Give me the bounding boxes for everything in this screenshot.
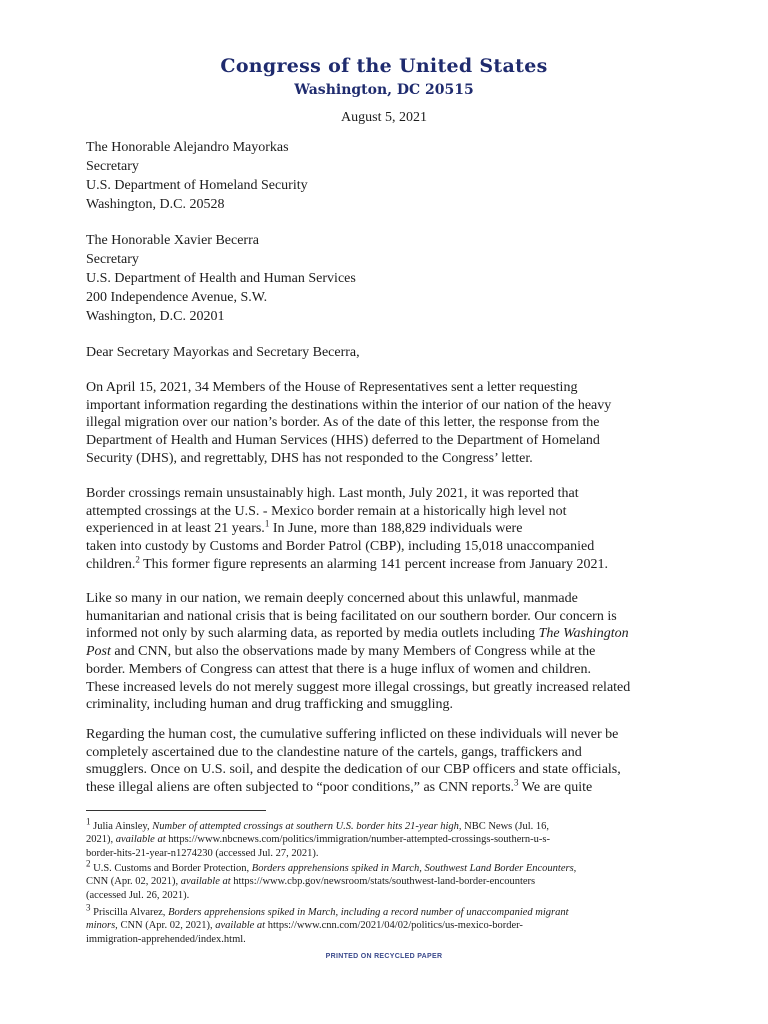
footnote-ref: 3 [514,777,519,788]
paragraph-line: attempted crossings at the U.S. - Mexico border remain at a historically high level not [86,503,567,519]
text-run: 2021), [86,834,116,846]
text-run: Priscilla Alvarez, [90,907,169,918]
letterhead-title: Congress of the United States [220,55,548,77]
footnote-line [86,902,686,919]
publication-name: Post [86,644,111,660]
text-run: experienced in at least 21 years. [86,521,265,537]
letter-date: August 5, 2021 [341,110,427,125]
footnote-line [86,816,686,833]
paragraph-line: These increased levels do not merely suggest more illegal crossings, but greatly increased related [86,679,631,695]
footnote-line: immigration-apprehended/index.html. [86,933,246,945]
paragraph-line: Like so many in our nation, we remain deeply concerned about this unlawful, manmade [86,591,578,606]
recycled-paper-notice: PRINTED ON RECYCLED PAPER [325,953,443,960]
text-run: This former figure represents an alarming 141 percent increase from January 2021. [139,556,609,572]
citation-title: Borders apprehensions spiked in March, Southwest Land Border Encounters, [251,863,577,874]
text-run: We are quite [518,780,593,796]
recipient-title: Secretary [86,159,139,174]
paragraph-line: smugglers. Once on U.S. soil, and despite the dedication of our CBP officers and state officials, [86,762,621,778]
footnote-3 [86,902,686,946]
paragraph-4 [86,726,686,797]
footnote-number: 2 [86,858,91,869]
paragraph-line: important information regarding the destinations within the interior of our nation of the heavy [86,397,612,413]
footnote-divider [86,810,266,811]
text-run: In June, more than 188,829 individuals were [269,521,523,537]
text-run: NBC News (Jul. 16, [461,821,549,832]
recipient-address-2 [86,231,686,326]
citation-title: Borders apprehensions spiked in March, including a record number of unaccompanied migrant [168,907,569,918]
citation-title: minors, [86,920,118,932]
text-run: Julia Ainsley, [90,821,153,832]
citation-url: https://www.cnn.com/2021/04/02/politics/us-mexico-border- [265,920,523,932]
letterhead-address: Washington, DC 20515 [294,82,474,98]
footnote-ref: 2 [135,554,140,565]
recipient-name: The Honorable Alejandro Mayorkas [86,140,289,155]
recipient-name: The Honorable Xavier Becerra [86,233,259,248]
paragraph-2 [86,485,686,574]
paragraph-line: Regarding the human cost, the cumulative suffering inflicted on these individuals will never be [86,727,619,742]
footnote-1 [86,816,686,860]
footnote-line [86,858,686,875]
paragraph-line: completely ascertained due to the clandestine nature of the cartels, gangs, traffickers and [86,744,582,760]
footnote-line: (accessed Jul. 26, 2021). [86,889,190,901]
paragraph-line: taken into custody by Customs and Border Patrol (CBP), including 15,018 unaccompanied [86,539,595,555]
paragraph-line [86,643,686,661]
paragraph-line: criminality, including human and drug trafficking and smuggling. [86,697,454,713]
footnote-line [86,919,686,932]
recipient-city: Washington, D.C. 20201 [86,309,225,324]
paragraph-line [86,520,686,538]
footnote-2 [86,858,686,902]
text-run: informed not only by such alarming data, as reported by media outlets including [86,626,539,642]
recipient-department: U.S. Department of Health and Human Services [86,271,356,286]
paragraph-line: On April 15, 2021, 34 Members of the House of Representatives sent a letter requesting [86,380,578,395]
citation-title: Number of attempted crossings at southern U.S. border hits 21-year high, [152,821,462,832]
text-run: U.S. Customs and Border Protection, [90,863,252,874]
footnote-line [86,833,686,846]
footnote-line [86,875,686,888]
paragraph-line: Department of Health and Human Services (HHS) deferred to the Department of Homeland [86,433,600,449]
salutation [86,343,686,362]
paragraph-3 [86,590,686,714]
text-run: children. [86,556,136,572]
paragraph-line [86,779,686,797]
recipient-department: U.S. Department of Homeland Security [86,178,308,193]
paragraph-line: illegal migration over our nation’s border. As of the date of this letter, the response from the [86,415,600,431]
footnote-number: 3 [86,902,91,913]
citation-url: https://www.cbp.gov/newsroom/stats/southwest-land-border-encounters [230,876,536,888]
paragraph-1 [86,379,686,468]
salutation-text: Dear Secretary Mayorkas and Secretary Becerra, [86,345,360,360]
footnote-number: 1 [86,816,91,827]
paragraph-line: Security (DHS), and regrettably, DHS has not responded to the Congress’ letter. [86,450,533,466]
text-run: available at [215,920,266,932]
paragraph-line [86,556,686,574]
text-run: and CNN, but also the observations made by many Members of Congress while at the [110,644,596,660]
text-run: CNN (Apr. 02, 2021), [117,920,216,932]
footnote-line: border-hits-21-year-n1274230 (accessed Jul. 27, 2021). [86,847,319,859]
footnote-ref: 1 [264,518,270,529]
paragraph-line: Border crossings remain unsustainably high. Last month, July 2021, it was reported that [86,486,579,501]
recipient-street: 200 Independence Avenue, S.W. [86,290,268,305]
paragraph-line: border. Members of Congress can attest that there is a huge influx of women and children. [86,661,592,677]
paragraph-line [86,625,686,643]
recipient-address-1 [86,138,686,214]
recipient-city: Washington, D.C. 20528 [86,197,225,212]
citation-url: https://www.nbcnews.com/politics/immigration/number-attempted-crossings-southern-u-s- [165,834,550,846]
publication-name: The Washington [538,626,629,642]
text-run: available at [115,834,166,846]
text-run: available at [180,876,231,888]
text-run: these illegal aliens are often subjected to “poor conditions,” as CNN reports. [86,780,515,796]
paragraph-line: humanitarian and national crisis that is being facilitated on our southern border. Our concern is [86,608,617,624]
text-run: CNN (Apr. 02, 2021), [86,876,181,888]
recipient-title: Secretary [86,252,139,267]
